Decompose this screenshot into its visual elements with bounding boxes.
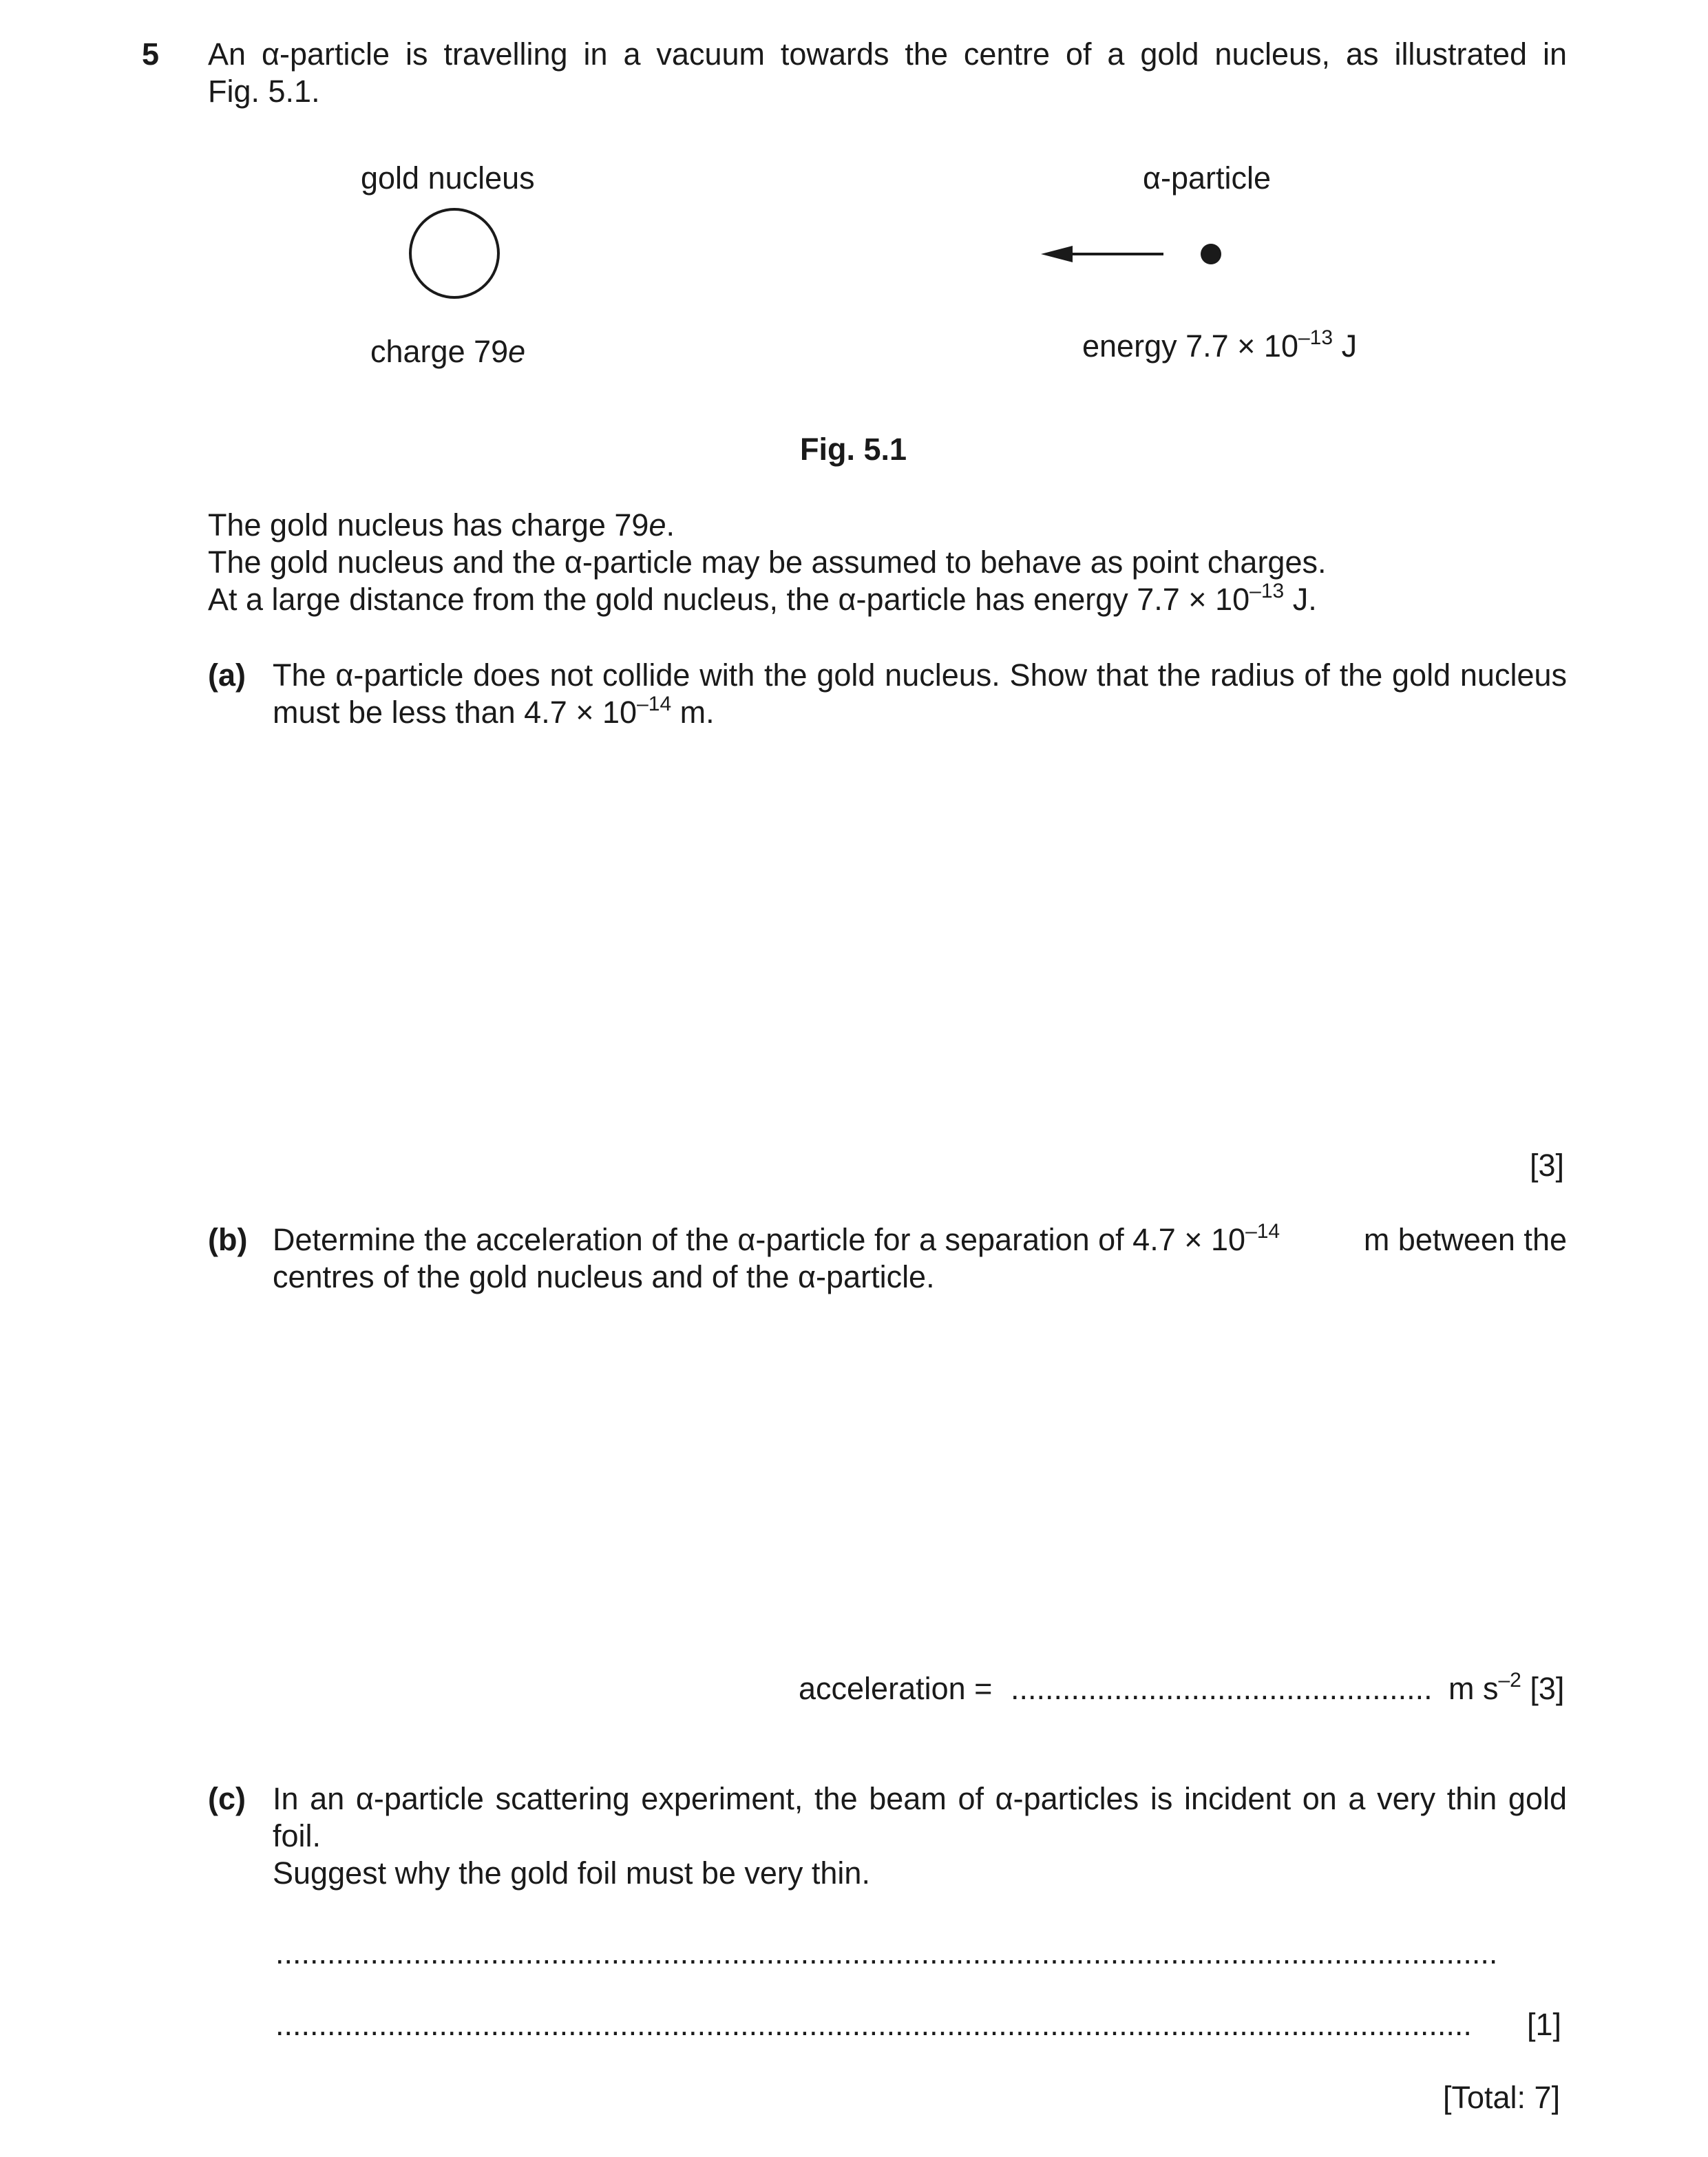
statement-charge: The gold nucleus has charge 79e.	[208, 507, 675, 543]
part-c-answer-line-2[interactable]: ...........................................................................................................................................	[275, 2007, 1472, 2042]
nucleus-charge: charge 79e	[370, 334, 526, 369]
part-a-marks: [3]	[1530, 1148, 1565, 1183]
acceleration-answer-field[interactable]: .................................................	[1011, 1671, 1433, 1706]
arrow-head-icon	[1041, 246, 1073, 262]
acceleration-unit: m $s^{-2}$ [3]	[1448, 1669, 1565, 1706]
part-a-line-1: The α-particle does not collide with the gold nucleus. Show that the radius of the gold nucleus	[273, 657, 1567, 693]
part-c-marks: [1]	[1527, 2007, 1562, 2042]
part-c-label: (c)	[208, 1781, 246, 1816]
statement-energy: At a large distance from the gold nucleus, the α-particle has energy $7.7 \times 10^{-13}$ J.	[208, 580, 1317, 617]
part-a-label: (a)	[208, 657, 246, 693]
alpha-particle-drawing	[1033, 234, 1232, 275]
alpha-particle-dot	[1201, 244, 1221, 264]
question-intro	[208, 36, 1567, 110]
part-a-line-2: must be less than $4.7 \times 10^{-14}$ m.	[273, 693, 715, 730]
part-c-line-3: Suggest why the gold foil must be very thin.	[273, 1855, 870, 1891]
question-number: 5	[142, 36, 160, 72]
part-c-line-2: foil.	[273, 1818, 321, 1853]
particle-energy: energy $7.7 \times 10^{-13}$ J	[1082, 326, 1358, 364]
figure-caption: Fig. 5.1	[800, 432, 907, 467]
part-b-line-1: Determine the acceleration of the α-particle for a separation of $4.7 \times 10^{-14}$ m between the	[273, 1220, 1567, 1257]
statement-point-charges: The gold nucleus and the α-particle may be assumed to behave as point charges.	[208, 545, 1327, 580]
total-marks: [Total: 7]	[1443, 2080, 1561, 2115]
acceleration-label: acceleration =	[799, 1671, 993, 1706]
part-b-label: (b)	[208, 1222, 248, 1257]
intro-line-2: Fig. 5.1.	[208, 74, 320, 109]
intro-line-1: An α-particle is travelling in a vacuum towards the centre of a gold nucleus, as illustrated in	[208, 36, 1567, 72]
particle-label: α-particle	[1143, 160, 1272, 196]
part-b-line-2: centres of the gold nucleus and of the α-particle.	[273, 1259, 935, 1294]
gold-nucleus-circle	[410, 209, 498, 297]
nucleus-label: gold nucleus	[361, 160, 535, 196]
fig-5-1-drawing	[399, 204, 509, 307]
part-c-answer-line-1[interactable]: ..............................................................................................................................................	[275, 1935, 1498, 1970]
part-c-line-1: In an α-particle scattering experiment, the beam of α-particles is incident on a very thin gold	[273, 1781, 1567, 1816]
